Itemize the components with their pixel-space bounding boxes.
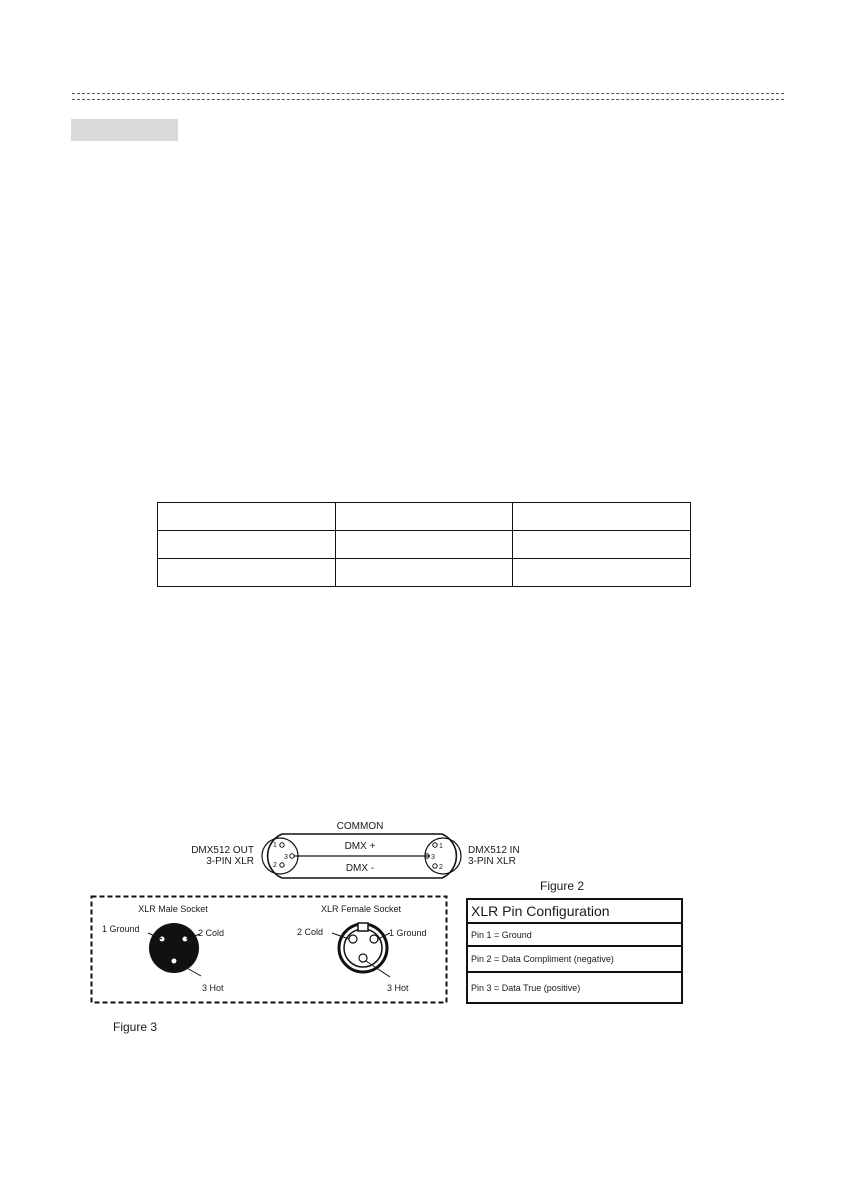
in-pin-1: 1 xyxy=(439,843,443,850)
dmx-plus-label: DMX + xyxy=(344,841,376,852)
in-label-line1: DMX512 IN xyxy=(468,845,520,856)
male-pin3-label: 3 Hot xyxy=(202,983,224,993)
table-cell xyxy=(158,531,336,559)
male-socket-title: XLR Male Socket xyxy=(138,904,208,914)
pin-dot-icon xyxy=(370,935,378,943)
empty-table xyxy=(157,502,691,587)
xlr-male-icon xyxy=(149,923,199,973)
xlr-sockets-diagram xyxy=(90,895,448,1005)
out-pin-3: 3 xyxy=(284,854,288,861)
dmx-minus-label: DMX - xyxy=(345,863,375,874)
pin-dot-icon xyxy=(433,843,437,847)
table-row xyxy=(158,559,691,587)
table-cell xyxy=(158,503,336,531)
female-socket-title: XLR Female Socket xyxy=(320,904,402,914)
header-divider xyxy=(72,93,784,100)
pin-row: Pin 3 = Data True (positive) xyxy=(468,971,681,1002)
common-label: COMMON xyxy=(336,821,384,832)
in-label-line2: 3-PIN XLR xyxy=(468,856,516,867)
table-cell xyxy=(158,559,336,587)
female-notch xyxy=(358,923,368,931)
section-heading-tab xyxy=(71,119,178,141)
out-label-line1: DMX512 OUT xyxy=(191,845,254,856)
table-row xyxy=(158,531,691,559)
pin-dot-icon xyxy=(280,863,284,867)
pin-configuration-title: XLR Pin Configuration xyxy=(471,903,610,919)
figure-3-label: Figure 3 xyxy=(113,1020,158,1034)
out-pin-1: 1 xyxy=(273,842,277,849)
out-label-line2: 3-PIN XLR xyxy=(206,856,254,867)
male-pin1-label: 1 Ground xyxy=(102,924,140,934)
table-cell xyxy=(335,531,513,559)
table-cell xyxy=(335,559,513,587)
figure-2-label: Figure 2 xyxy=(540,879,585,893)
table-row xyxy=(158,503,691,531)
female-pin1-label: 1 Ground xyxy=(389,928,427,938)
in-pin-3: 3 xyxy=(431,854,435,861)
pin-dot-icon xyxy=(290,854,294,858)
pin-row: Pin 1 = Ground xyxy=(468,922,681,945)
pin-dot-icon xyxy=(172,959,177,964)
pin-dot-icon xyxy=(349,935,357,943)
female-pin2-label: 2 Cold xyxy=(297,927,324,937)
pin-dot-icon xyxy=(280,843,284,847)
pin-configuration-table xyxy=(466,898,683,1004)
pin-dot-icon xyxy=(359,954,367,962)
table-cell xyxy=(513,559,691,587)
table-cell xyxy=(513,503,691,531)
male-pin2-label: 2 Cold xyxy=(198,928,225,938)
female-pin3-label: 3 Hot xyxy=(387,983,409,993)
dmx-cable-diagram xyxy=(160,812,540,882)
in-pin-2: 2 xyxy=(439,864,443,871)
table-cell xyxy=(335,503,513,531)
out-pin-2: 2 xyxy=(273,862,277,869)
pin-row: Pin 2 = Data Compliment (negative) xyxy=(468,945,681,971)
table-cell xyxy=(513,531,691,559)
pin-dot-icon xyxy=(433,864,437,868)
